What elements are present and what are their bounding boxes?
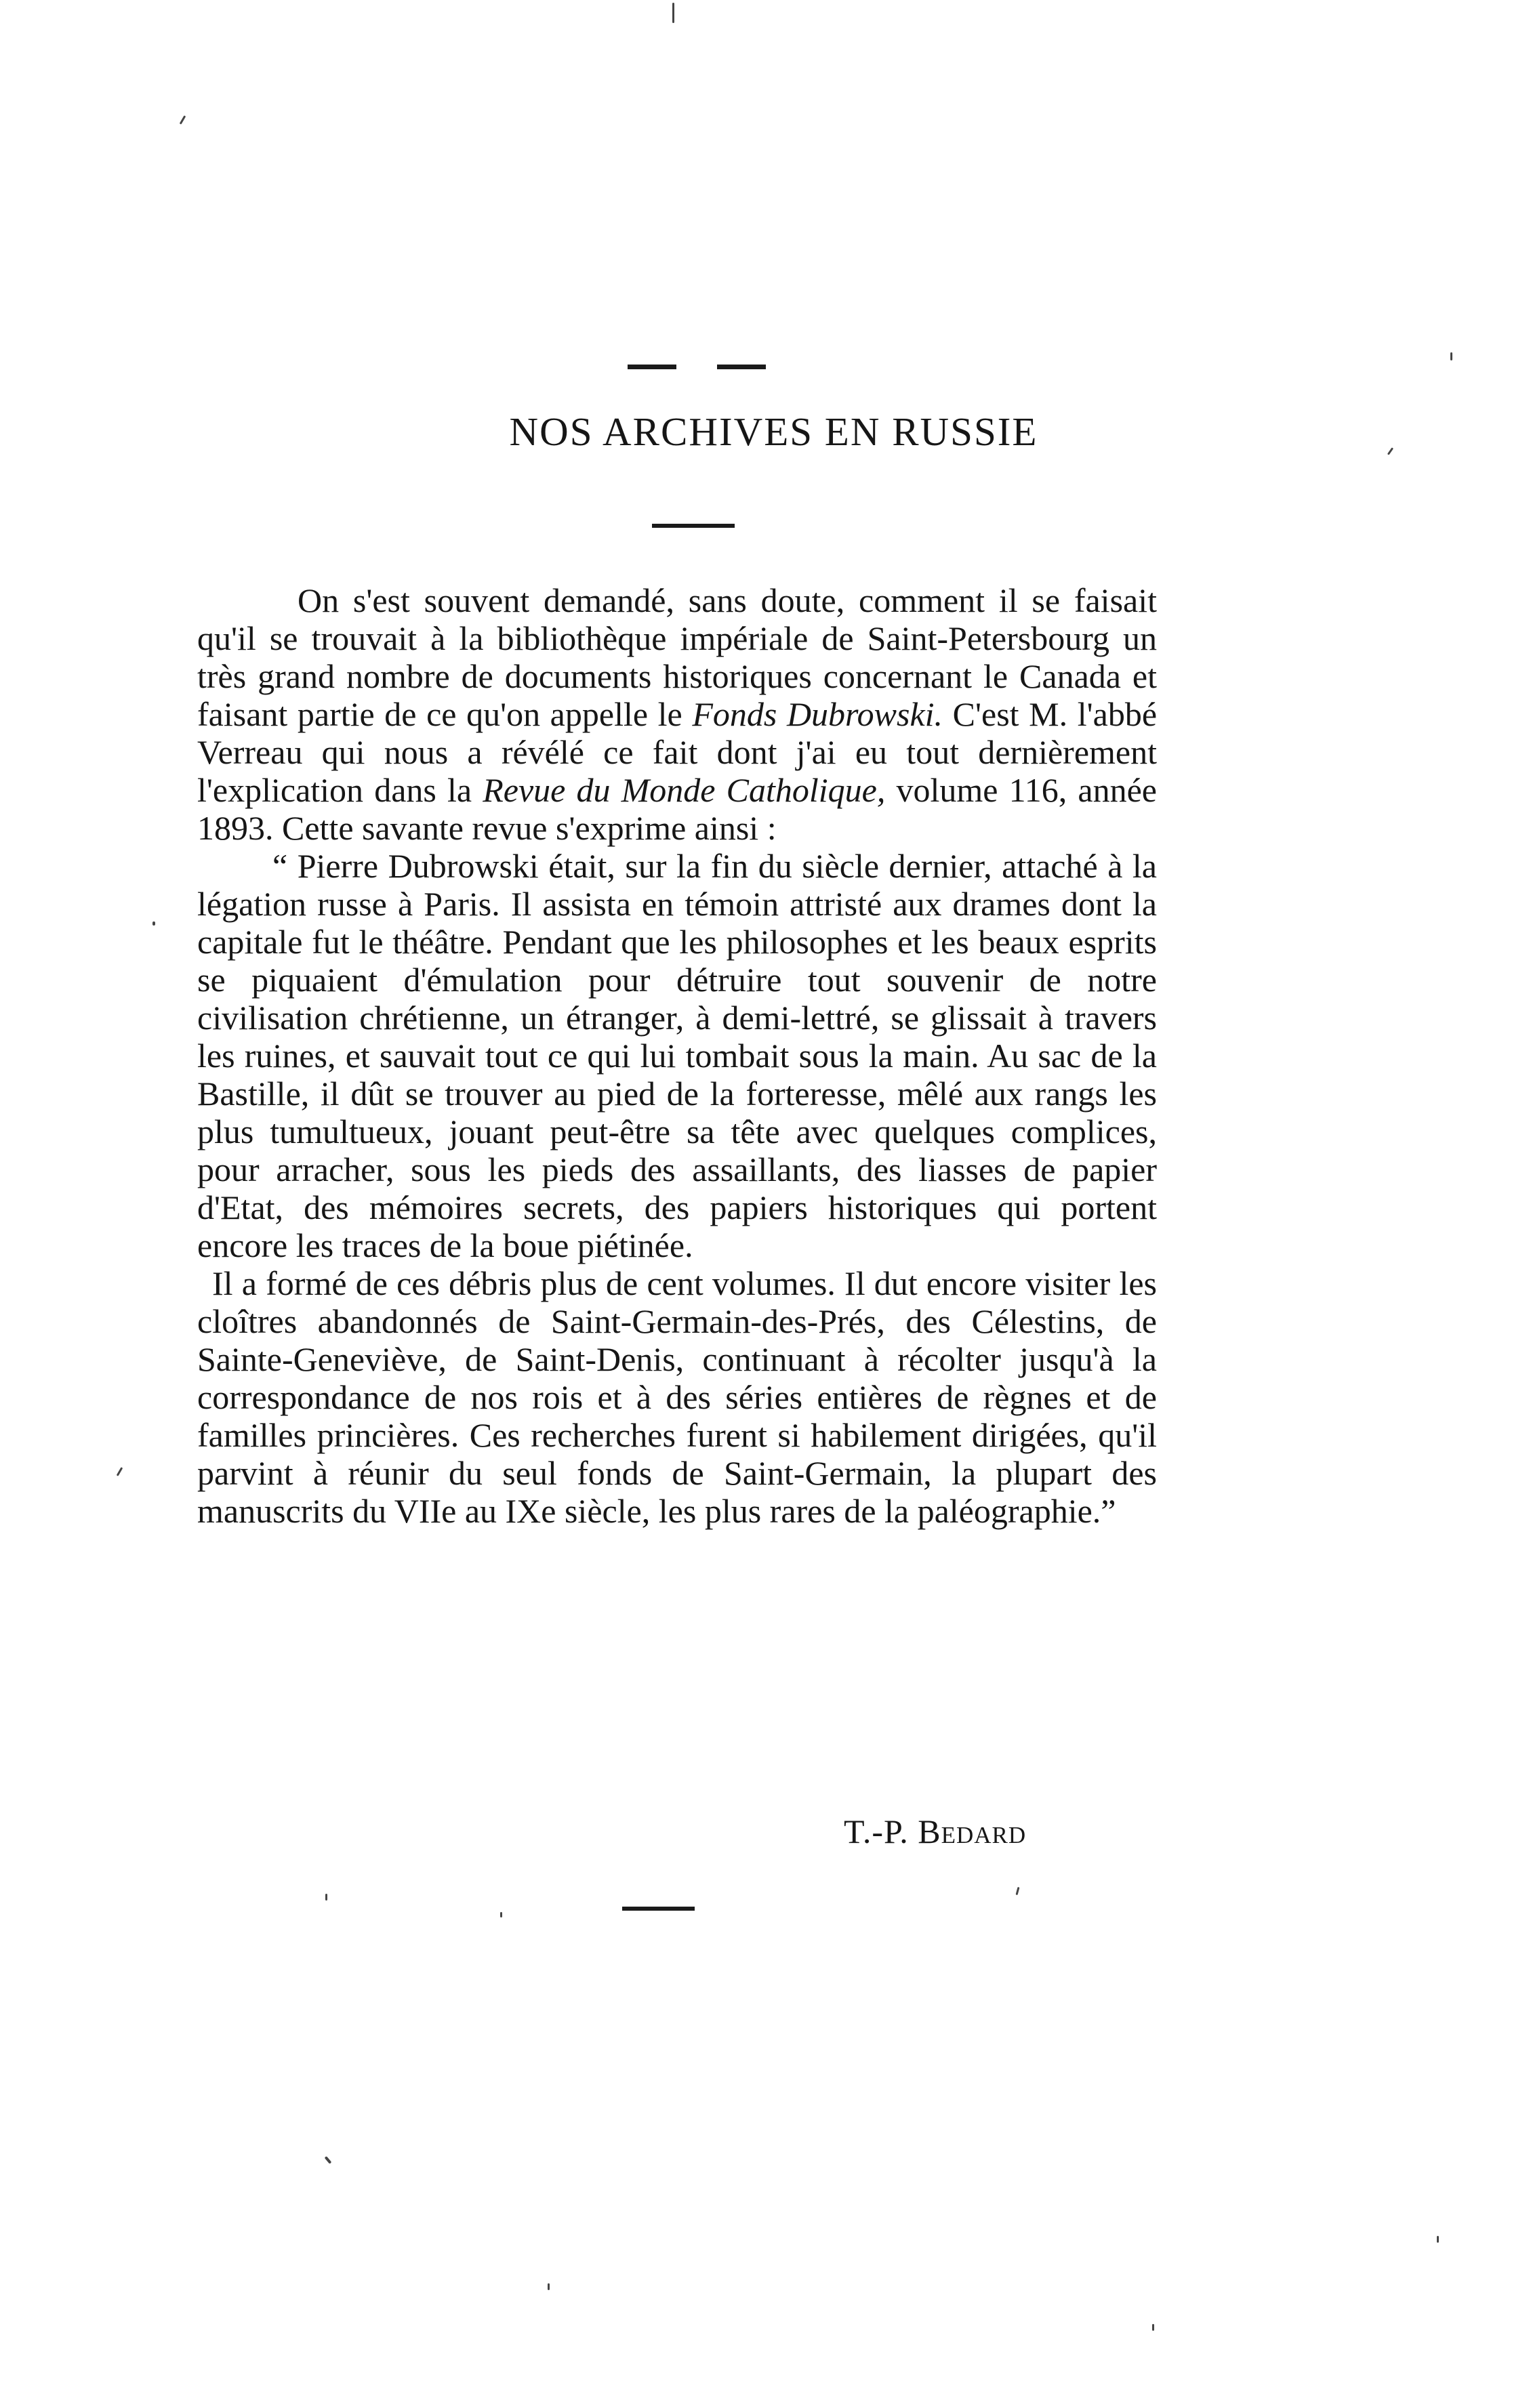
text-segment: volume 116, année 1893. Cette savante revue s'exprime ainsi : — [197, 771, 1157, 847]
scan-speck — [325, 2156, 332, 2164]
article-body — [197, 581, 1157, 1530]
italic-revue-title: Revue du Monde Catholique, — [483, 771, 886, 809]
title-rule — [652, 524, 735, 528]
header-dash-ornament — [628, 365, 770, 370]
text-segment: Il a formé de ces débris plus de cent volumes. Il dut encore visiter les cloîtres abandonnés de Saint-Germain-des-Prés, des Célestins, de Sainte-Geneviève, de Saint-Denis, continuant à récolter jusqu'à la correspondance de nos rois et à des séries entières de règnes et de familles princières. Ces recherches furent si habilement dirigées, qu'il parvint à réunir du seul fonds de Saint-Germain, la plupart des manuscrits du VIIe au IXe siècle, les plus rares de la paléographie.” — [197, 1264, 1157, 1530]
scan-speck — [548, 2283, 550, 2290]
author-signature — [844, 1814, 1026, 1848]
scan-speck — [152, 921, 155, 926]
text-segment: “ Pierre Dubrowski était, sur la fin du siècle dernier, attaché à la légation russe à Paris. Il assista en témoin attristé aux drames dont la capitale fut le théâtre. Pendant que les philosophes et les beaux esprits se piquaient d'émulation pour détruire tout souvenir de notre civilisation chrétienne, un étranger, à demi-lettré, se glissait à travers les ruines, et sauvait tout ce qui lui tombait sous la main. Au sac de la Bastille, il dût se trouver au pied de la forteresse, mêlé aux rangs les plus tumultueux, jouant peut-être sa tête avec quelques complices, pour arracher, sous les pieds des assaillants, des liasses de papier d'Etat, des mémoires secrets, des papiers historiques qui portent encore les traces de la boue piétinée. — [197, 847, 1157, 1264]
closing-rule — [622, 1907, 695, 1911]
italic-fonds-dubrowski: Fonds Dubrowski. — [692, 695, 943, 733]
paragraph-quote-2 — [197, 1264, 1157, 1530]
scan-speck — [1437, 2236, 1439, 2243]
text-segment: C'est M. l'abbé Verreau qui nous a révélé ce fait dont j'ai eu tout dernièrement l'explication dans la — [197, 695, 1158, 809]
scan-speck — [325, 1894, 327, 1901]
dash-left — [628, 365, 676, 369]
text-segment: On s'est souvent demandé, sans doute, comment il se faisait qu'il se trouvait à la bibliothèque impériale de Saint-Petersbourg un très grand nombre de documents historiques concernant le Canada et faisant partie de ce qu'on appelle le — [197, 581, 1157, 733]
scan-speck — [117, 1467, 123, 1476]
scan-speck — [672, 3, 674, 23]
signature-surname: Bedard — [918, 1812, 1027, 1850]
scan-speck — [500, 1912, 502, 1917]
scan-speck — [1015, 1887, 1019, 1895]
paragraph-quote-1 — [197, 847, 1157, 1264]
scan-speck — [180, 115, 186, 125]
dash-right — [717, 365, 766, 369]
signature-initials: T.-P. — [844, 1812, 909, 1850]
scan-speck — [1152, 2324, 1154, 2331]
article-title: NOS ARCHIVES EN RUSSIE — [509, 409, 1038, 454]
paragraph-intro — [197, 581, 1157, 847]
scan-speck — [1450, 352, 1452, 360]
